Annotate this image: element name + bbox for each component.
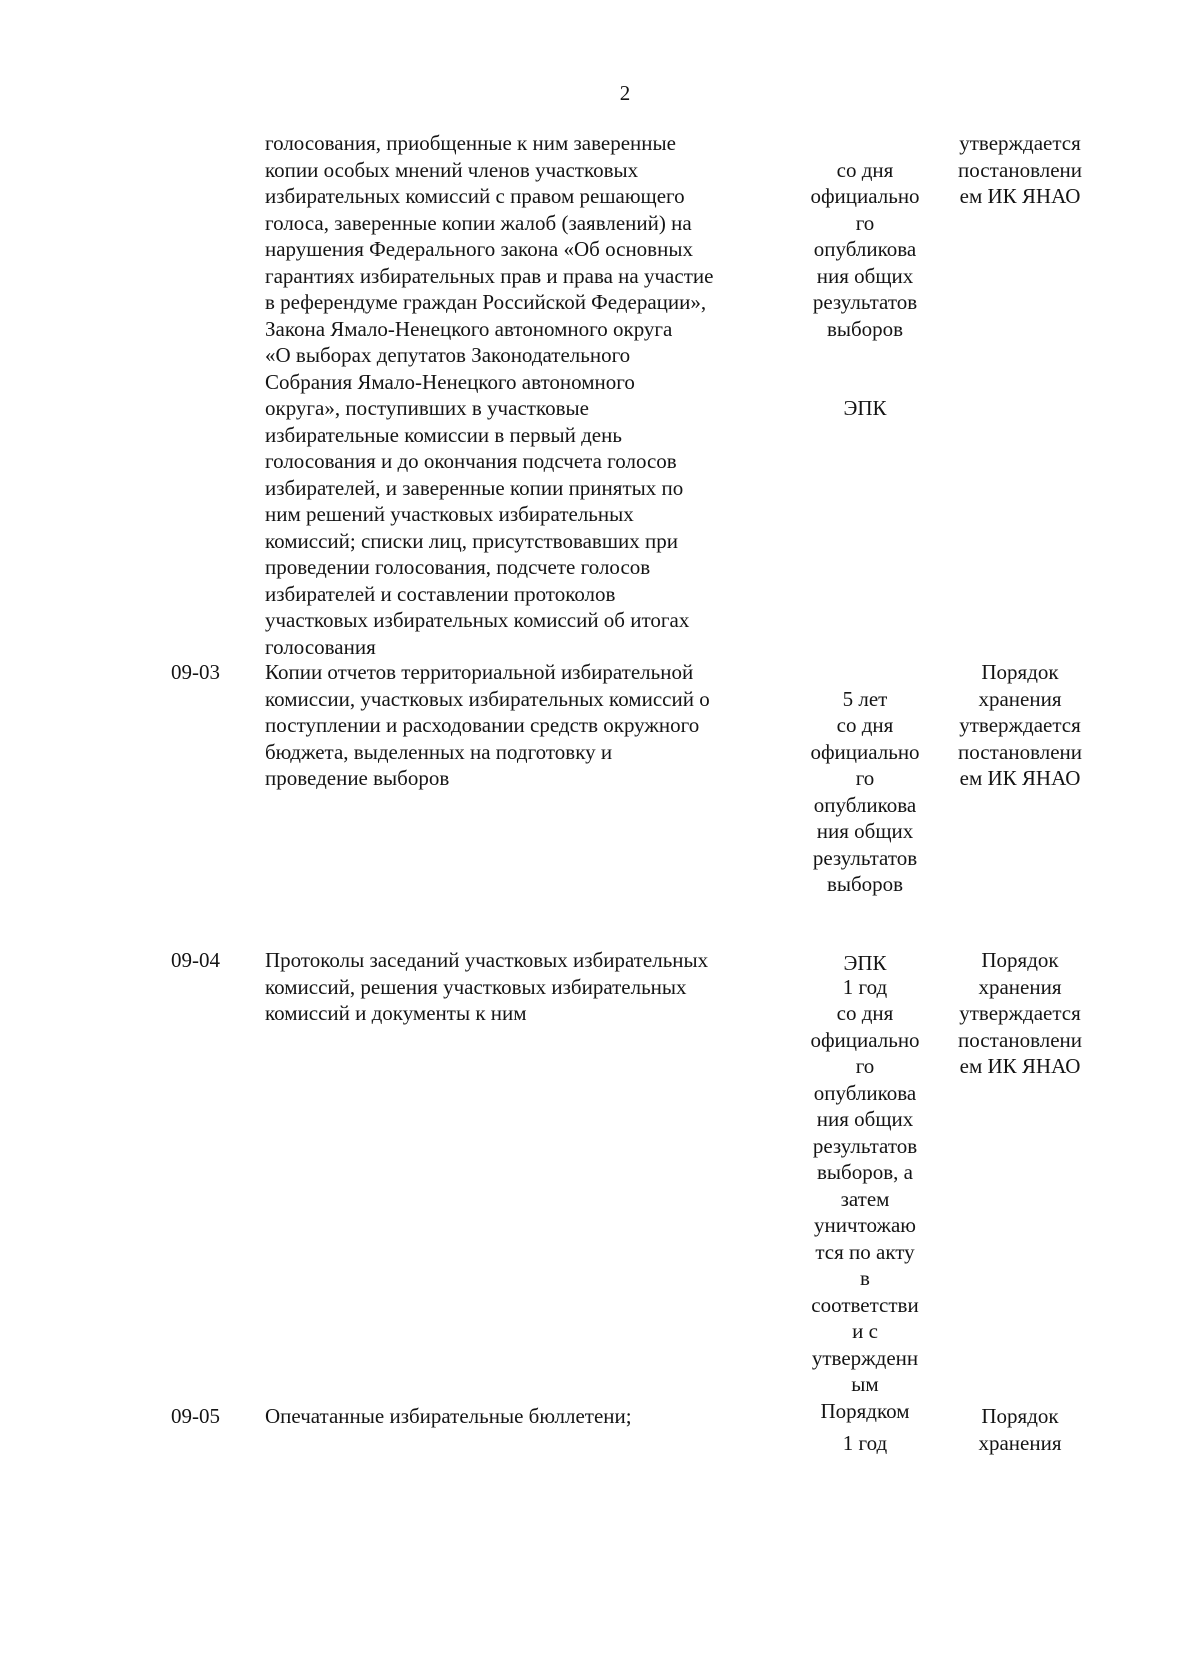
row-note: Порядок хранения утверждается постановлени ем ИК ЯНАО: [958, 948, 1082, 1078]
row-title: Протоколы заседаний участковых избирательных комиссий, решения участковых избирательных комиссий и документы к ним: [265, 948, 709, 1025]
row-note: утверждается постановлени ем ИК ЯНАО: [958, 131, 1082, 208]
term-text: 5 лет со дня официально го опубликова ния общих результатов выборов: [810, 686, 920, 896]
row-title: голосования, приобщенные к ним заверенные копии особых мнений членов участковых избирательных комиссий с правом решающего голоса, заверенные копии жалоб (заявлений) на нарушения Федерального закона «Об основных гарантиях избирательных прав и права на участие в референдуме граждан Российской Федерации», Закона Ямало-Ненецкого автономного округа «О выборах депутатов Законодательного Собрания Ямало-Ненецкого автономного округа», поступивших в участковые избирательные комиссии в первый день голосования и до окончания подсчета голосов избирателей, и заверенные копии принятых по ним решений участковых избирательных комиссий; списки лиц, присутствовавших при проведении голосования, подсчете голосов избирателей и составлении протоколов участковых избирательных комиссий об итогах голосования: [265, 131, 714, 659]
row-index: 09-03: [171, 660, 220, 684]
row-term: [800, 947, 930, 1477]
row-index: 09-04: [171, 948, 220, 972]
term-mark: ЭПК: [843, 395, 887, 420]
row-note: Порядок хранения: [978, 1404, 1062, 1455]
page-number: 2: [619, 81, 631, 105]
term-mark: ЭПК: [843, 951, 887, 975]
term-text: 1 год со дня официально го опубликова ния общих результатов выборов, а затем уничтожаю тся по акту в соответстви и с утвержденн ым Порядком: [810, 974, 920, 1423]
row-term: [800, 1403, 930, 1509]
row-term: [800, 130, 930, 448]
row-index: 09-05: [171, 1404, 220, 1428]
row-title: Опечатанные избирательные бюллетени;: [265, 1404, 632, 1428]
term-text: со дня официально го опубликова ния общих результатов выборов: [810, 157, 920, 341]
row-title: Копии отчетов территориальной избирательной комиссии, участковых избирательных комиссий о поступлении и расходовании средств окружного бюджета, выделенных на подготовку и проведение выборов: [265, 660, 710, 790]
term-text: 1 год: [842, 1430, 888, 1455]
row-note: Порядок хранения утверждается постановлени ем ИК ЯНАО: [958, 660, 1082, 790]
